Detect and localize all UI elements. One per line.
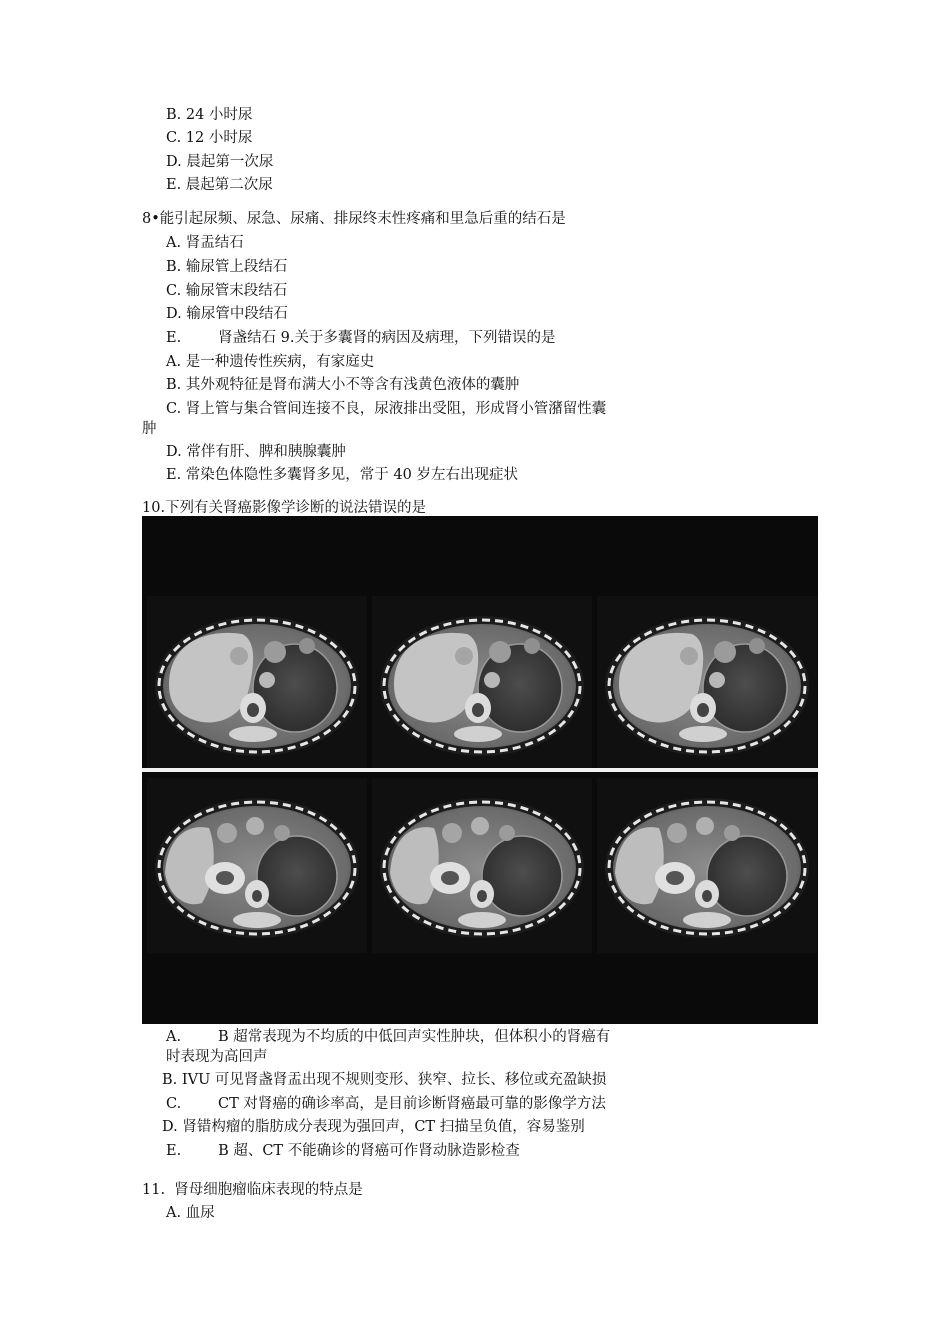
q7-option-e: E. 晨起第二次尿: [166, 177, 273, 193]
q8-option-b: B. 输尿管上段结石: [166, 259, 288, 275]
q9-option-a: A. 是一种遗传性疾病，有家庭史: [166, 354, 375, 370]
q10-option-c: C. CT 对肾癌的确诊率高，是目前诊断肾癌最可靠的影像学方法: [166, 1096, 606, 1112]
q10-option-b: B. IVU 可见肾盏肾盂出现不规则变形、狭窄、拉长、移位或充盈缺损: [162, 1072, 607, 1088]
q9-option-e: E. 常染色体隐性多囊肾多见，常于 40 岁左右出现症状: [166, 467, 518, 483]
q8-option-d: D. 输尿管中段结石: [166, 306, 288, 322]
q11-option-a: A. 血尿: [166, 1205, 215, 1221]
q8-option-a: A. 肾盂结石: [166, 235, 244, 251]
q10-option-e: E. B 超、CT 不能确诊的肾癌可作肾动脉造影检查: [166, 1143, 520, 1159]
q10-option-a-continued: 时表现为高回声: [166, 1049, 268, 1065]
q10-stem: 10.下列有关肾癌影像学诊断的说法错误的是: [142, 500, 427, 516]
q9-option-c: C. 肾上管与集合管间连接不良，尿液排出受阻，形成肾小管潴留性囊: [166, 401, 607, 417]
q8-option-e-q9-stem: E. 肾盏结石 9.关于多囊肾的病因及病理，下列错误的是: [166, 330, 556, 346]
q7-option-b: B. 24 小时尿: [166, 107, 253, 123]
q9-option-c-continued: 肿: [142, 421, 157, 437]
q7-option-d: D. 晨起第一次尿: [166, 154, 274, 170]
q7-option-c: C. 12 小时尿: [166, 130, 253, 146]
q8-option-c: C. 输尿管末段结石: [166, 283, 288, 299]
q8-stem: 8•能引起尿频、尿急、尿痛、排尿终末性疼痛和里急后重的结石是: [142, 211, 566, 227]
q9-option-b: B. 其外观特征是肾布满大小不等含有浅黄色液体的囊肿: [166, 377, 520, 393]
ct-scan-image: [142, 516, 818, 1024]
q10-option-d: D. 肾错构瘤的脂肪成分表现为强回声，CT 扫描呈负值，容易鉴别: [162, 1119, 585, 1135]
q11-stem: 11. 肾母细胞瘤临床表现的特点是: [142, 1182, 363, 1198]
q10-option-a: A. B 超常表现为不均质的中低回声实性肿块，但体积小的肾癌有: [166, 1029, 611, 1045]
q9-option-d: D. 常伴有肝、脾和胰腺囊肿: [166, 444, 346, 460]
